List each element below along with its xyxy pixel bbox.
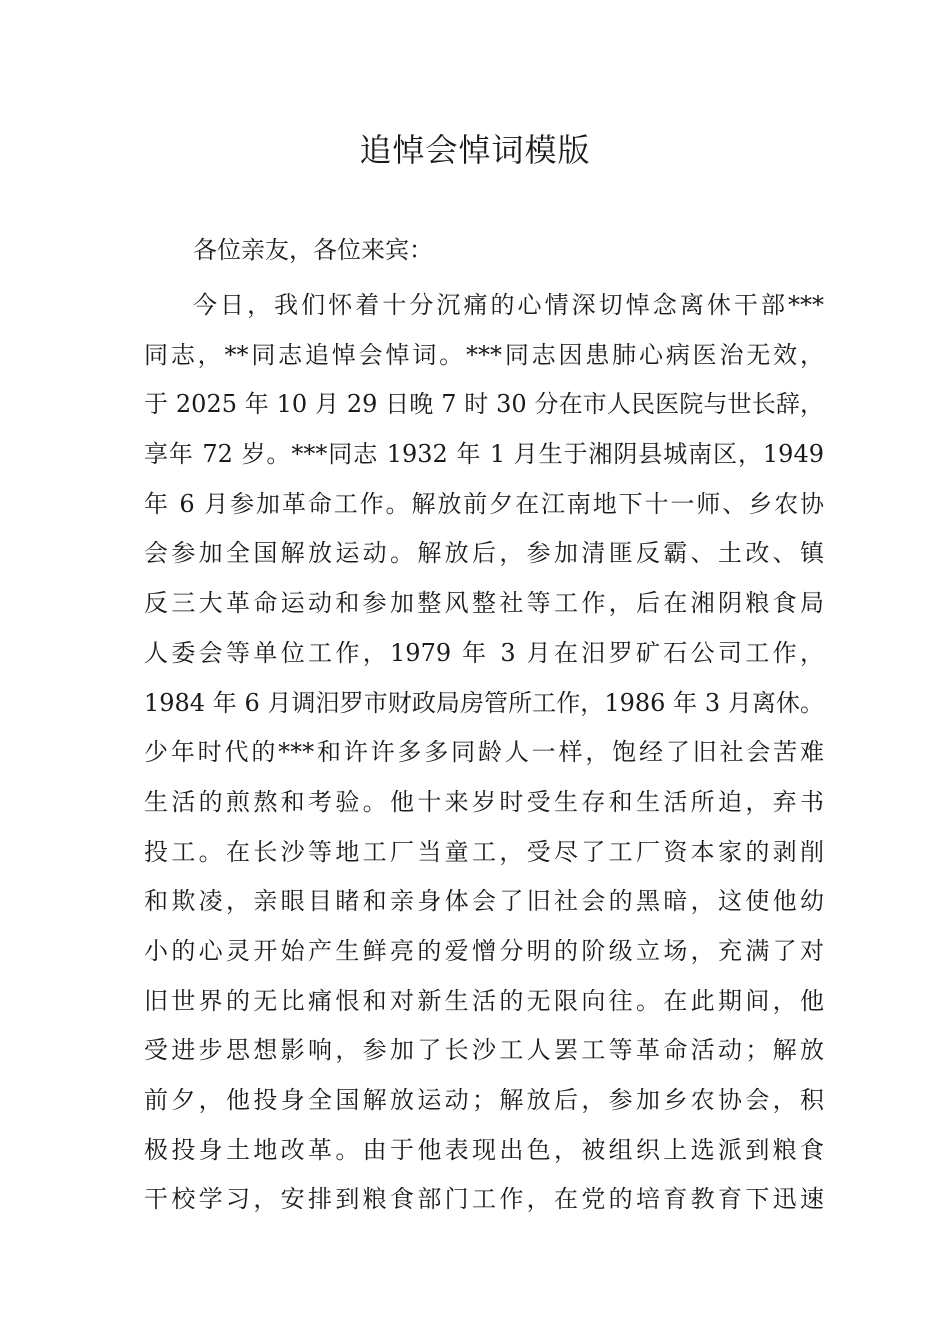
body-line: 反三大革命运动和参加整风整社等工作，后在湘阴粮食局: [144, 589, 824, 618]
body-line: 生活的煎熬和考验。他十来岁时受生存和生活所迫，弃书: [144, 787, 824, 816]
body-line: 旧世界的无比痛恨和对新生活的无限向往。在此期间，他: [144, 986, 824, 1015]
body-line: 享年 72 岁。***同志 1932 年 1 月生于湘阴县城南区，1949: [144, 440, 824, 469]
document-title: 追悼会悼词模版: [359, 131, 591, 169]
body-line: 同志，**同志追悼会悼词。***同志因患肺心病医治无效，: [144, 340, 824, 369]
body-line: 1984 年 6 月调汨罗市财政局房管所工作，1986 年 3 月离休。: [144, 688, 824, 717]
eulogy-body: [144, 281, 824, 1225]
body-line: 会参加全国解放运动。解放后，参加清匪反霸、土改、镇: [144, 539, 824, 568]
salutation: 各位亲友，各位来宾：: [193, 236, 433, 264]
body-line: 干校学习，安排到粮食部门工作，在党的培育教育下迅速: [144, 1185, 824, 1214]
body-line: 人委会等单位工作，1979 年 3 月在汨罗矿石公司工作，: [144, 638, 824, 667]
body-line: 和欺凌，亲眼目睹和亲身体会了旧社会的黑暗，这使他幼: [144, 887, 824, 916]
body-line: 于 2025 年 10 月 29 日晚 7 时 30 分在市人民医院与世长辞，: [144, 390, 824, 419]
body-line: 年 6 月参加革命工作。解放前夕在江南地下十一师、乡农协: [144, 489, 824, 518]
body-line: 受进步思想影响，参加了长沙工人罢工等革命活动；解放: [144, 1036, 824, 1065]
body-line: 投工。在长沙等地工厂当童工，受尽了工厂资本家的剥削: [144, 837, 824, 866]
body-line: 少年时代的***和许许多多同龄人一样，饱经了旧社会苦难: [144, 738, 824, 767]
body-line: 极投身土地改革。由于他表现出色，被组织上选派到粮食: [144, 1135, 824, 1164]
body-line: 小的心灵开始产生鲜亮的爱憎分明的阶级立场，充满了对: [144, 936, 824, 965]
body-line: 今日，我们怀着十分沉痛的心情深切悼念离休干部***: [193, 291, 824, 319]
body-line: 前夕，他投身全国解放运动；解放后，参加乡农协会，积: [144, 1086, 824, 1114]
